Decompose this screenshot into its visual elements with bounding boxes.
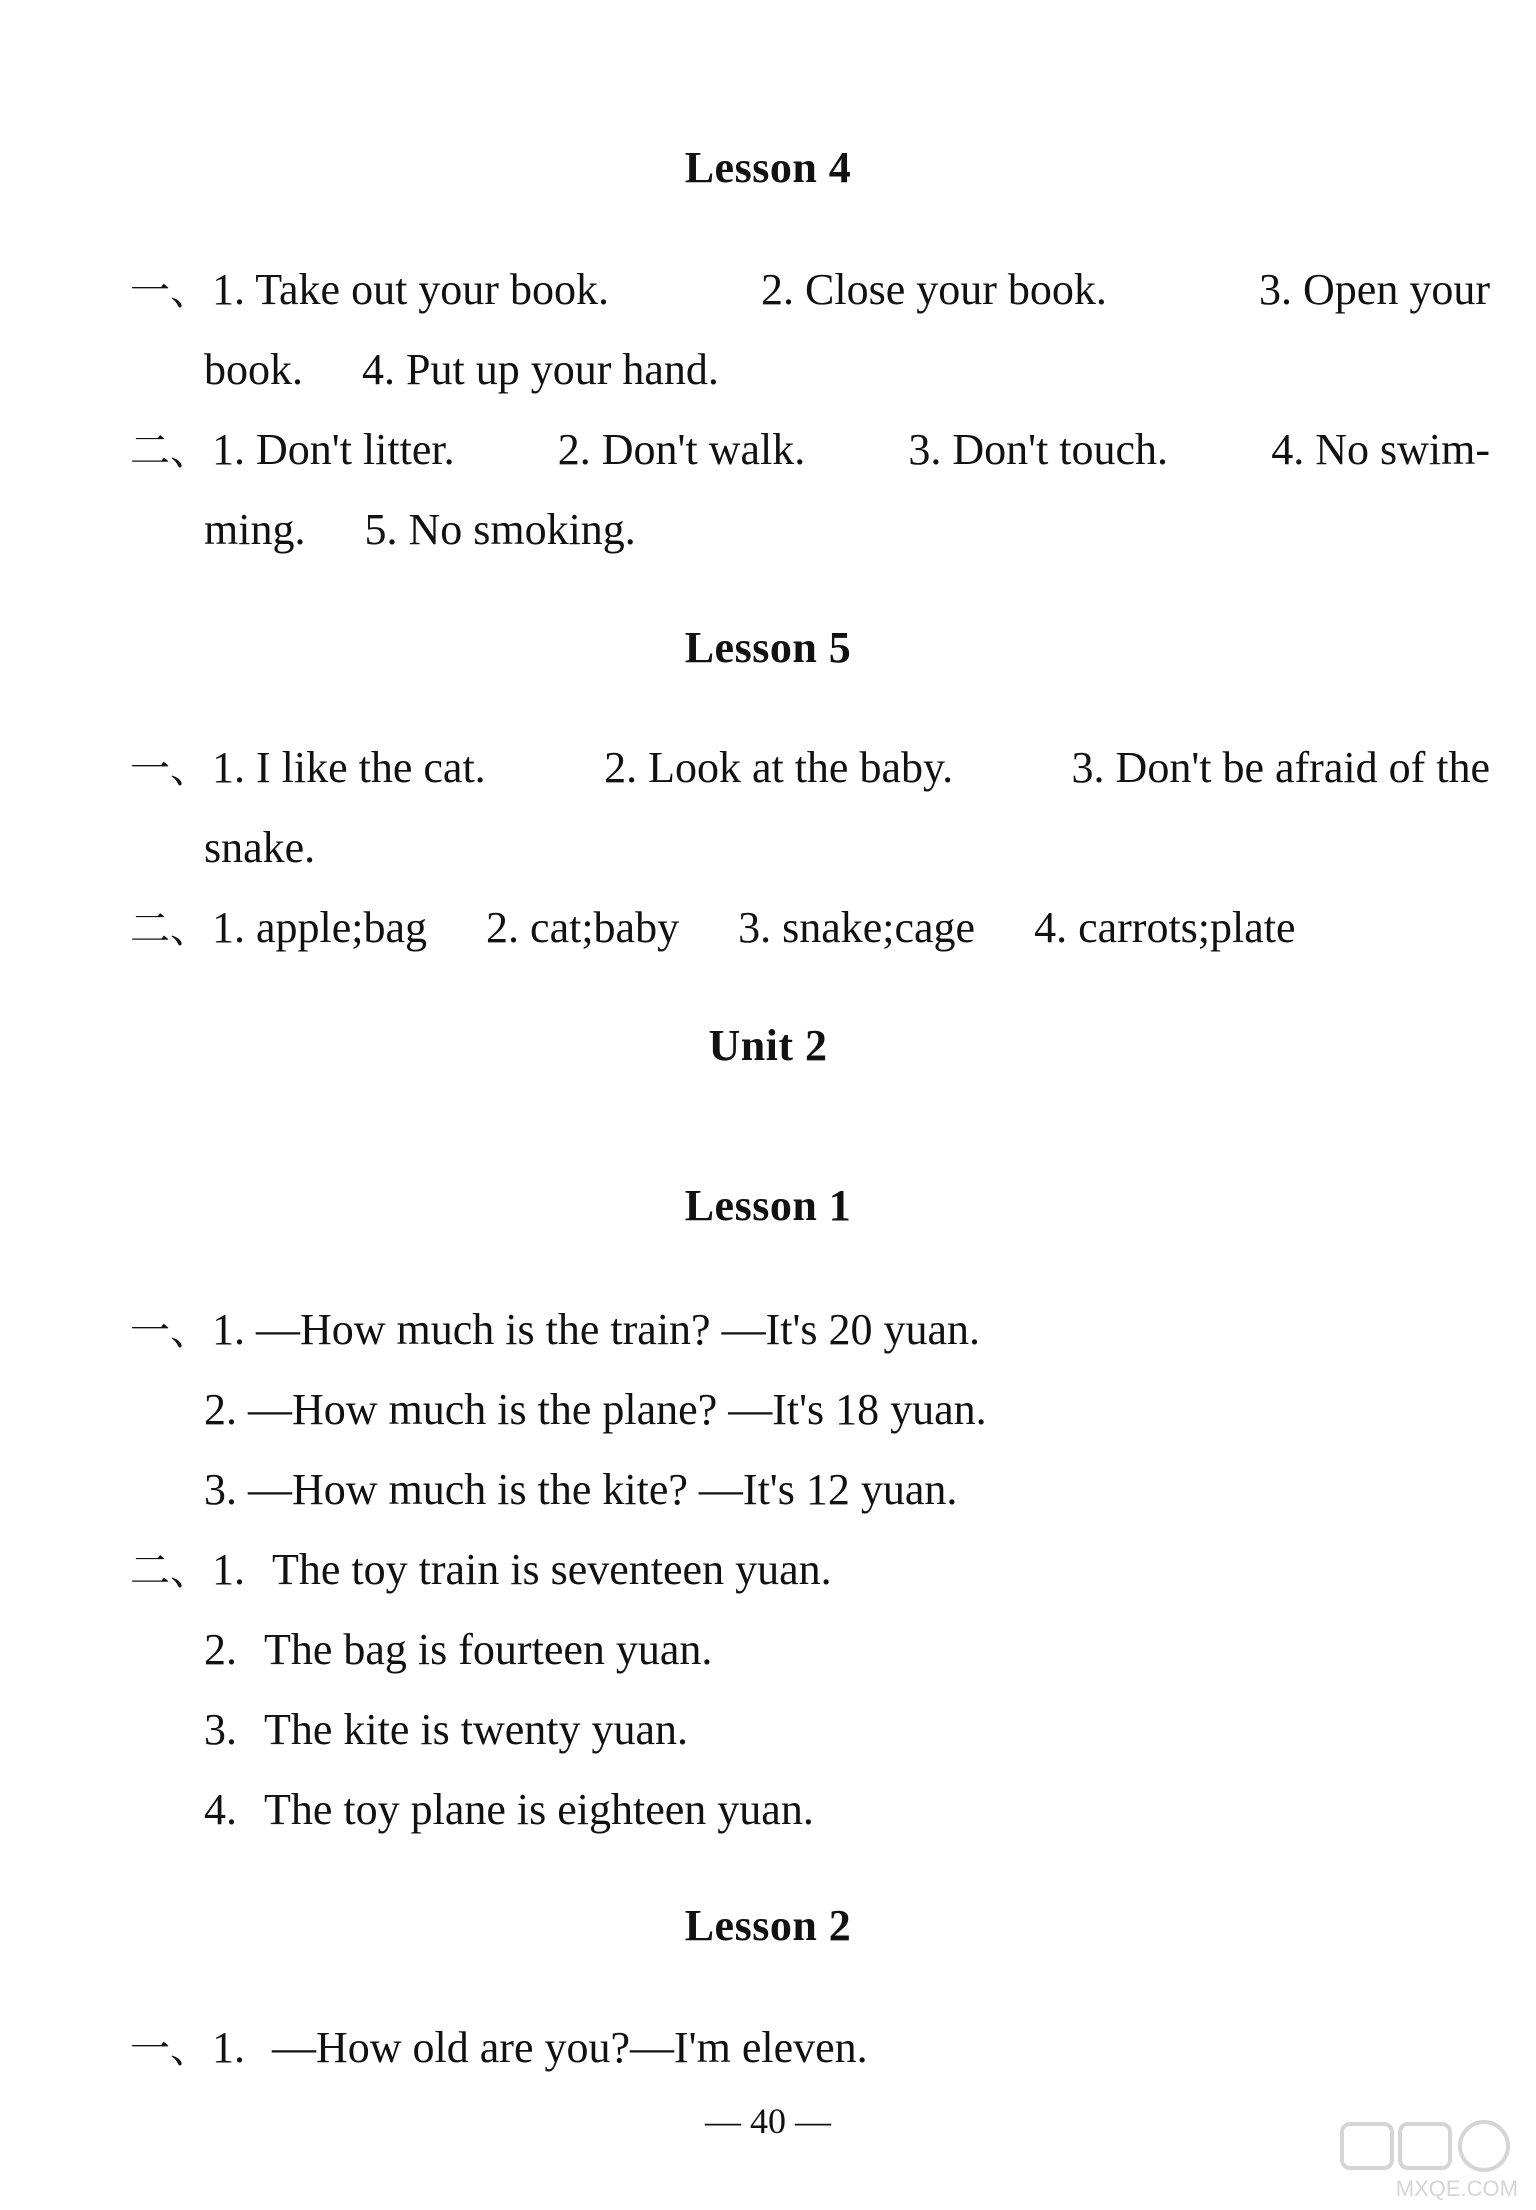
answer-line	[130, 262, 1490, 319]
section-marker: 一、	[130, 1308, 210, 1354]
answer-text: 1. I like the cat.	[212, 743, 486, 792]
section-marker: 二、	[130, 428, 210, 474]
answer-text: 2. Close your book.	[761, 265, 1107, 314]
answer-text: 1. —How much is the train? —It's 20 yuan.	[212, 1305, 981, 1354]
answer-line	[130, 2020, 868, 2077]
answer-line	[204, 342, 719, 398]
answer-text: 3. Open your	[1259, 265, 1490, 314]
answer-text: The toy train is seventeen yuan.	[272, 1545, 832, 1594]
item-number: 1.	[212, 1545, 245, 1594]
unit-heading: Unit 2	[708, 1021, 828, 1070]
answer-line	[204, 820, 315, 876]
answer-text: The bag is fourteen yuan.	[264, 1625, 713, 1674]
answer-text: book.	[204, 345, 303, 394]
answer-line	[130, 1542, 832, 1599]
answer-text: 2. Look at the baby.	[604, 743, 954, 792]
watermark-text: MXQE.COM	[1395, 2176, 1518, 2201]
section-marker: 二、	[130, 906, 210, 952]
answer-text: 1. apple;bag	[212, 903, 428, 952]
answer-text: 1. Don't litter.	[212, 425, 455, 474]
answer-text: 1. Take out your book.	[212, 265, 609, 314]
answer-text: 5. No smoking.	[364, 505, 636, 554]
answer-text: The toy plane is eighteen yuan.	[264, 1785, 814, 1834]
answer-text: 4. carrots;plate	[1034, 903, 1296, 952]
answer-text: 2. Don't walk.	[557, 425, 806, 474]
answer-text: 4. No swim-	[1271, 425, 1490, 474]
answer-text: —How old are you?—I'm eleven.	[272, 2023, 868, 2072]
item-number: 2.	[204, 1625, 237, 1674]
lesson-heading: Lesson 5	[684, 623, 852, 672]
answer-line	[204, 1462, 957, 1518]
page-number: — 40 —	[705, 2101, 831, 2141]
watermark-logo	[1338, 2118, 1518, 2202]
answer-text: The kite is twenty yuan.	[264, 1705, 689, 1754]
answer-text: 3. Don't touch.	[908, 425, 1169, 474]
lesson-heading: Lesson 1	[684, 1181, 852, 1230]
answer-line	[130, 1302, 980, 1359]
answer-line	[130, 422, 1490, 479]
item-number: 3.	[204, 1705, 237, 1754]
answer-text: 3. —How much is the kite? —It's 12 yuan.	[204, 1465, 958, 1514]
answer-line	[130, 900, 1296, 957]
answer-line	[204, 1382, 987, 1438]
answer-text: 3. Don't be afraid of the	[1071, 743, 1490, 792]
answer-text: 4. Put up your hand.	[362, 345, 719, 394]
section-marker: 一、	[130, 746, 210, 792]
answer-line	[204, 1622, 712, 1678]
section-marker: 二、	[130, 1548, 210, 1594]
lesson-heading: Lesson 4	[684, 143, 852, 192]
answer-line	[204, 1702, 688, 1758]
item-number: 4.	[204, 1785, 237, 1834]
item-number: 1.	[212, 2023, 245, 2072]
answer-text: 2. cat;baby	[486, 903, 680, 952]
answer-text: snake.	[204, 823, 316, 872]
lesson-heading: Lesson 2	[684, 1901, 852, 1950]
answer-line	[204, 502, 636, 558]
watermark-icon	[1338, 2118, 1518, 2178]
section-marker: 一、	[130, 2026, 210, 2072]
answer-line	[204, 1782, 814, 1838]
section-marker: 一、	[130, 268, 210, 314]
answer-text: 2. —How much is the plane? —It's 18 yuan.	[204, 1385, 987, 1434]
answer-line	[130, 740, 1490, 797]
answer-text: ming.	[204, 505, 306, 554]
answer-text: 3. snake;cage	[738, 903, 976, 952]
